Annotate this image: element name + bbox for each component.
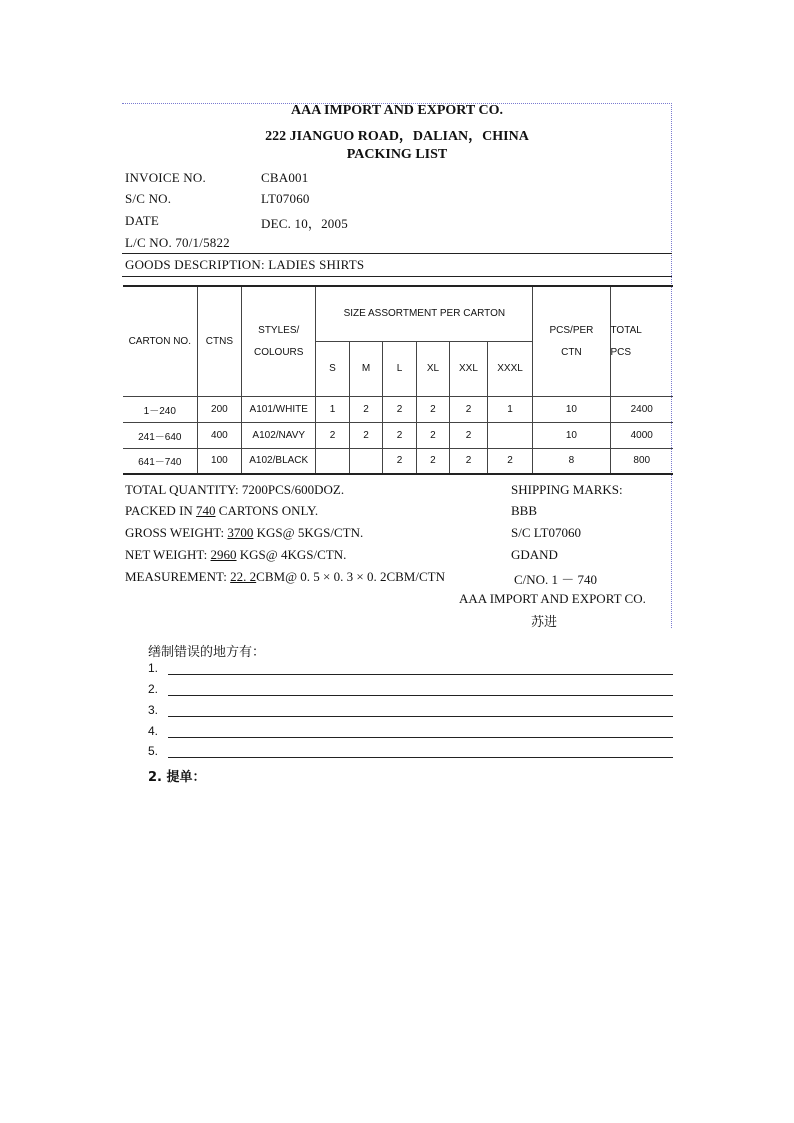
answer-line[interactable] [168,674,673,675]
date-value: DEC. 10，2005 [261,216,348,231]
lc-line: L/C NO. 70/1/5822 [125,235,230,250]
date-label: DATE [125,213,160,228]
cell-size: 2 [450,396,488,422]
cell-size: 2 [450,448,488,474]
size-header: S [316,341,349,396]
header-pcs-per-line2: CTN [561,346,582,358]
cell-carton: 241－640 [123,422,197,448]
header-size-assortment: SIZE ASSORTMENT PER CARTON [316,286,533,341]
cell-pcs-per: 10 [533,422,610,448]
cell-size: 2 [416,448,449,474]
cell-ctns: 400 [197,422,242,448]
answer-line[interactable] [168,737,673,738]
size-header: XL [416,341,449,396]
company-address: 222 JIANGUO ROAD，DALIAN，CHINA [265,129,529,144]
size-header: L [383,341,416,396]
answer-line[interactable] [168,695,673,696]
meas-prefix: MEASUREMENT: [125,569,231,584]
total-quantity: TOTAL QUANTITY: 7200PCS/600DOZ. [125,482,345,497]
cell-size [349,448,382,474]
invoice-label: INVOICE NO. [125,170,206,185]
cell-style: A101/WHITE [242,396,316,422]
document-title: PACKING LIST [346,147,448,162]
net-prefix: NET WEIGHT: [125,547,211,562]
cell-style: A102/BLACK [242,448,316,474]
header-total-line1: TOTAL [610,324,642,336]
header-total-pcs [610,286,673,396]
packed-line [125,503,318,519]
cell-total: 4000 [610,422,673,448]
cell-ctns: 200 [197,396,242,422]
size-header: M [349,341,382,396]
cell-size [316,448,349,474]
cell-carton: 641－740 [123,448,197,474]
invoice-value: CBA001 [261,170,309,185]
header-pcs-per-ctn [533,286,610,396]
table-row [123,396,673,422]
net-suffix: KGS@ 4KGS/CTN. [236,547,347,562]
cell-size: 2 [383,422,416,448]
section-bill-of-lading: 2. 提单： [148,770,206,785]
size-header: XXXL [487,341,533,396]
packed-prefix: PACKED IN [125,503,197,518]
gross-weight-value: 3700 [227,525,254,540]
measurement-line [125,569,445,585]
header-styles-line1: STYLES/ [258,324,300,336]
table-row [123,448,673,474]
packing-table [123,285,673,475]
size-header: XXL [450,341,488,396]
cell-size: 2 [349,396,382,422]
cell-total: 2400 [610,396,673,422]
company-name: AAA IMPORT AND EXPORT CO. [290,103,504,118]
shipping-mark-line: S/C LT07060 [511,525,581,540]
packed-cartons: 740 [196,503,216,518]
answer-number: 1. [148,661,159,675]
signature-company: AAA IMPORT AND EXPORT CO. [459,591,646,606]
packed-suffix: CARTONS ONLY. [215,503,319,518]
cell-size: 2 [416,396,449,422]
meas-suffix: CBM@ 0. 5 × 0. 3 × 0. 2CBM/CTN [256,569,445,584]
shipping-mark-line: C/NO. 1 － 740 [514,572,598,587]
header-styles [242,286,316,396]
cell-carton: 1－240 [123,396,197,422]
sc-value: LT07060 [261,191,310,206]
cell-size: 2 [487,448,533,474]
cell-style: A102/NAVY [242,422,316,448]
net-weight-value: 2960 [210,547,237,562]
answer-number: 5. [148,744,159,758]
answer-number: 2. [148,682,159,696]
header-pcs-per-line1: PCS/PER [549,324,594,336]
cell-ctns: 100 [197,448,242,474]
cell-size: 2 [383,448,416,474]
answer-line[interactable] [168,757,673,758]
shipping-mark-line: GDAND [511,547,558,562]
gross-prefix: GROSS WEIGHT: [125,525,228,540]
answer-number: 4. [148,724,159,738]
cell-size [487,422,533,448]
cell-size: 2 [416,422,449,448]
question-prompt: 缮制错误的地方有： [148,645,266,660]
goods-description: GOODS DESCRIPTION: LADIES SHIRTS [125,257,365,272]
shipping-mark-line: BBB [511,503,538,518]
divider [122,253,672,254]
measurement-value: 22. 2 [230,569,257,584]
cell-pcs-per: 8 [533,448,610,474]
cell-size: 2 [316,422,349,448]
header-styles-line2: COLOURS [254,346,304,358]
cell-size: 1 [316,396,349,422]
sc-label: S/C NO. [125,191,172,206]
cell-size: 2 [450,422,488,448]
answer-number: 3. [148,703,159,717]
cell-size: 1 [487,396,533,422]
header-carton-no: CARTON NO. [123,286,197,396]
divider [122,276,672,277]
gross-suffix: KGS@ 5KGS/CTN. [253,525,364,540]
net-weight-line [125,547,346,563]
cell-size: 2 [383,396,416,422]
cell-pcs-per: 10 [533,396,610,422]
cell-total: 800 [610,448,673,474]
answer-line[interactable] [168,716,673,717]
header-total-line2: PCS [610,346,632,358]
header-ctns: CTNS [197,286,242,396]
shipping-marks-label: SHIPPING MARKS: [511,482,623,497]
table-row [123,422,673,448]
gross-weight-line [125,525,363,541]
cell-size: 2 [349,422,382,448]
signature-name: 苏进 [531,615,558,630]
